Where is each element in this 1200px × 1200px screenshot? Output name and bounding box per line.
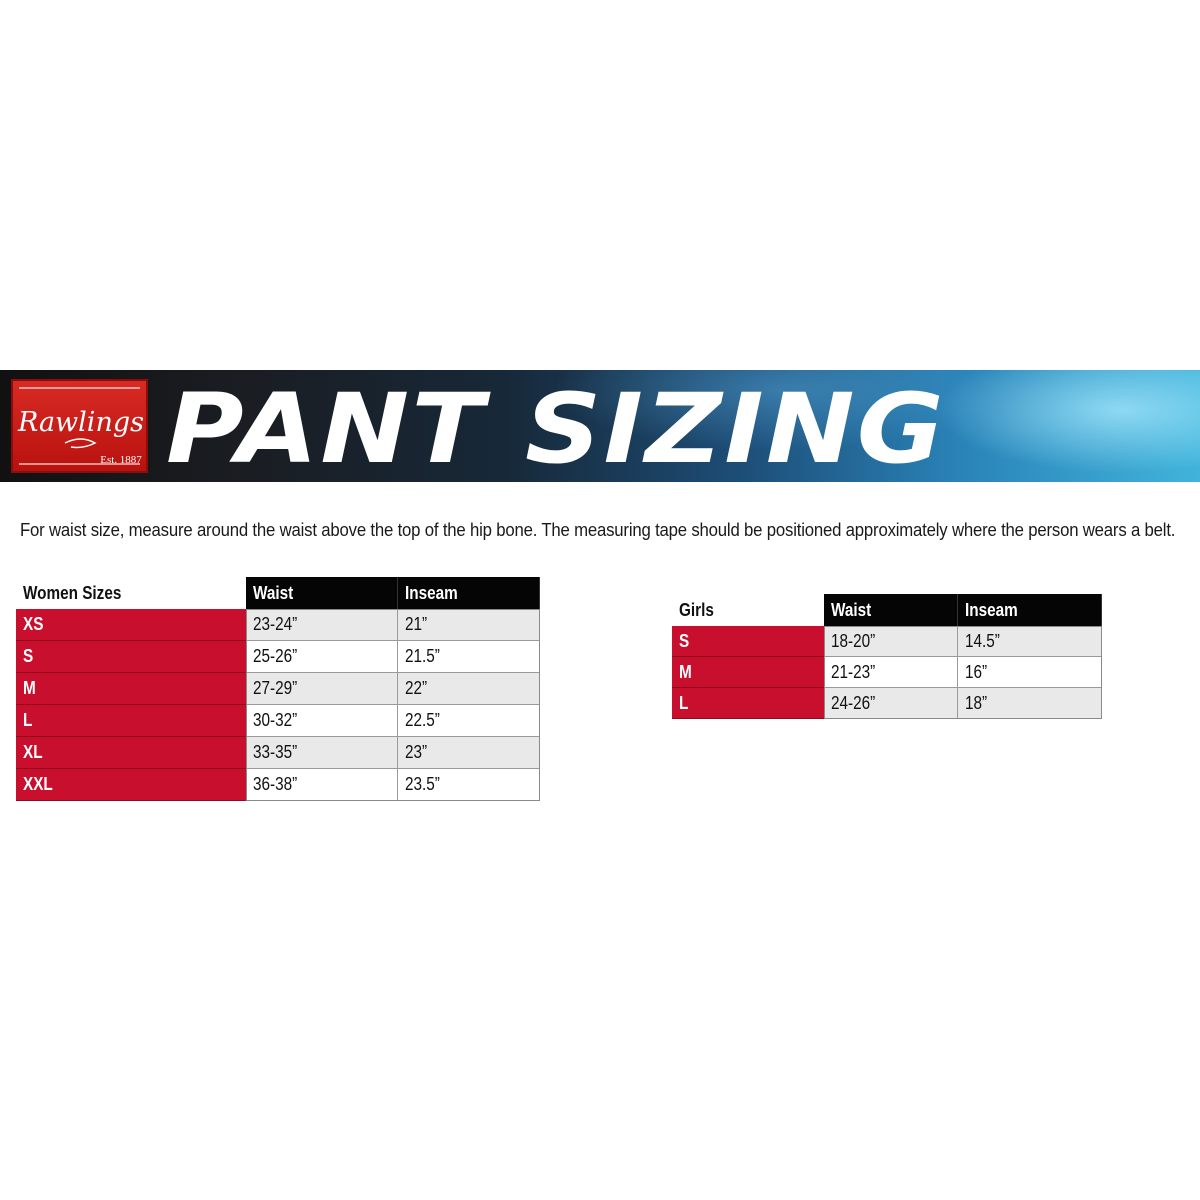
- column-header-waist-text: Waist: [831, 599, 872, 620]
- column-header-inseam-text: Inseam: [405, 582, 458, 603]
- waist-cell: [246, 737, 398, 769]
- inseam-cell: [398, 641, 540, 673]
- size-cell-text: XXL: [23, 774, 53, 794]
- inseam-cell: [398, 769, 540, 801]
- inseam-cell: [958, 688, 1102, 719]
- waist-cell: [246, 641, 398, 673]
- rawlings-wordmark: [13, 381, 150, 475]
- waist-cell: [246, 769, 398, 801]
- size-cell: [672, 688, 824, 719]
- column-header-inseam: [958, 594, 1102, 626]
- inseam-cell-text: 16”: [965, 661, 988, 682]
- inseam-cell: [398, 705, 540, 737]
- size-cell: [16, 673, 246, 705]
- inseam-cell-text: 21”: [405, 614, 428, 634]
- table-label-text: Girls: [679, 599, 714, 620]
- column-header-inseam: [398, 577, 540, 609]
- column-header-inseam-text: Inseam: [965, 599, 1018, 620]
- girls-sizes-table: [672, 594, 1102, 719]
- waist-cell-text: 18-20”: [831, 630, 876, 651]
- column-header-waist-text: Waist: [253, 582, 294, 603]
- size-cell-text: L: [679, 692, 689, 713]
- inseam-cell-text: 18”: [965, 692, 988, 713]
- inseam-cell: [958, 626, 1102, 657]
- size-cell-text: M: [23, 678, 36, 698]
- waist-cell: [824, 626, 958, 657]
- header-banner: [0, 370, 1200, 482]
- waist-cell-text: 36-38”: [253, 774, 298, 794]
- table-label: [672, 594, 824, 626]
- size-cell: [16, 769, 246, 801]
- women-sizes-table: [16, 577, 540, 801]
- waist-cell-text: 23-24”: [253, 614, 298, 634]
- svg-text:Rawlings: Rawlings: [18, 407, 144, 438]
- waist-cell-text: 30-32”: [253, 710, 298, 730]
- size-cell: [16, 737, 246, 769]
- size-cell-text: M: [679, 661, 692, 682]
- waist-cell-text: 25-26”: [253, 646, 298, 666]
- size-cell-text: S: [23, 646, 34, 666]
- size-cell-text: XL: [23, 742, 43, 762]
- inseam-cell: [398, 673, 540, 705]
- waist-cell: [824, 688, 958, 719]
- column-header-waist: [824, 594, 958, 626]
- inseam-cell-text: 14.5”: [965, 630, 1000, 651]
- svg-text:PANT SIZING: PANT SIZING: [166, 378, 946, 474]
- waist-cell: [246, 673, 398, 705]
- waist-cell: [246, 705, 398, 737]
- size-cell: [16, 705, 246, 737]
- column-header-waist: [246, 577, 398, 609]
- inseam-cell: [398, 737, 540, 769]
- waist-cell: [824, 657, 958, 688]
- size-cell-text: S: [679, 630, 690, 651]
- size-cell: [672, 657, 824, 688]
- inseam-cell-text: 22”: [405, 678, 428, 698]
- waist-cell-text: 21-23”: [831, 661, 876, 682]
- rawlings-logo: [11, 379, 148, 473]
- waist-cell-text: 33-35”: [253, 742, 298, 762]
- waist-cell: [246, 609, 398, 641]
- inseam-cell-text: 23”: [405, 742, 428, 762]
- waist-cell-text: 24-26”: [831, 692, 876, 713]
- waist-cell-text: 27-29”: [253, 678, 298, 698]
- size-cell: [16, 641, 246, 673]
- size-cell: [672, 626, 824, 657]
- table-label: [16, 577, 246, 609]
- measuring-instructions: For waist size, measure around the waist above the top of the hip bone. The measuring tape should be positioned approximately where the person wears a belt.: [20, 520, 1176, 540]
- svg-text:Est. 1887: Est. 1887: [100, 454, 142, 466]
- inseam-cell-text: 23.5”: [405, 774, 440, 794]
- table-label-text: Women Sizes: [23, 582, 122, 603]
- page-title: [166, 378, 966, 474]
- size-cell-text: XS: [23, 614, 44, 634]
- size-cell: [16, 609, 246, 641]
- inseam-cell: [958, 657, 1102, 688]
- inseam-cell-text: 22.5”: [405, 710, 440, 730]
- inseam-cell: [398, 609, 540, 641]
- inseam-cell-text: 21.5”: [405, 646, 440, 666]
- size-cell-text: L: [23, 710, 33, 730]
